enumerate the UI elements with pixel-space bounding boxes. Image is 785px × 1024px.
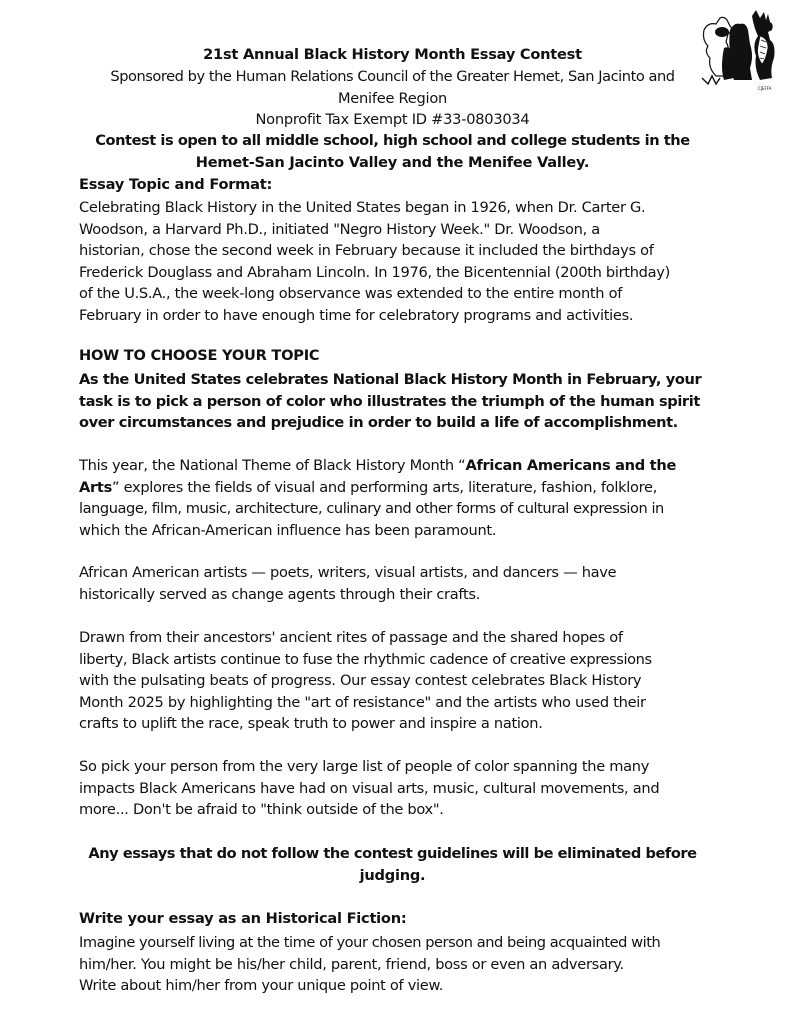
text-line: task is to pick a person of color who illustrates the triumph of the human spirit <box>79 392 700 410</box>
choose-topic-paragraph <box>79 369 719 434</box>
text-line: historian, chose the second week in February because it included the birthdays of <box>79 242 654 260</box>
text-line: of the U.S.A., the week-long observance was extended to the entire month of <box>79 285 623 303</box>
text-line: Month 2025 by highlighting the "art of resistance" and the artists who used their <box>79 693 646 711</box>
text-line: Imagine yourself living at the time of your chosen person and being acquainted with <box>79 934 661 951</box>
text-line: Frederick Douglass and Abraham Lincoln. In 1976, the Bicentennial (200th birthday) <box>79 263 671 281</box>
artists-paragraph <box>79 562 719 605</box>
text-line: with the pulsating beats of progress. Our essay contest celebrates Black History <box>79 672 642 690</box>
text-line: more... Don't be afraid to "think outside of the box". <box>79 801 444 819</box>
eligibility-line-1: Contest is open to all middle school, high school and college students in the <box>95 132 690 149</box>
sponsor-line-2: Menifee Region <box>337 90 448 107</box>
sponsor-line-1: Sponsored by the Human Relations Council of the Greater Hemet, San Jacinto and <box>110 68 675 85</box>
text-line: Drawn from their ancestors' ancient rites of passage and the shared hopes of <box>79 629 623 646</box>
warning-line-1: Any essays that do not follow the contest guidelines will be eliminated before <box>88 845 697 862</box>
ancestors-paragraph <box>79 627 719 735</box>
text-line: over circumstances and prejudice in order to build a life of accomplishment. <box>79 414 678 432</box>
text-line: which the African-American influence has been paramount. <box>79 521 497 539</box>
text-line: language, film, music, architecture, culinary and other forms of cultural expression in <box>79 500 664 518</box>
theme-description: ” explores the fields of visual and performing arts, literature, fashion, folklore, <box>111 478 658 496</box>
text-line: Celebrating Black History in the United States began in 1926, when Dr. Carter G. <box>79 199 646 216</box>
text-line: crafts to uplift the race, speak truth to power and inspire a nation. <box>79 715 543 733</box>
text-line: Write about him/her from your unique point of view. <box>79 977 444 995</box>
text-line: As the United States celebrates National Black History Month in February, your <box>79 371 702 388</box>
contest-title: 21st Annual Black History Month Essay Contest <box>203 46 582 63</box>
svg-text:CJEFFA: CJEFFA <box>758 86 772 91</box>
text-line: impacts Black Americans have had on visual arts, music, cultural movements, and <box>79 779 660 797</box>
choose-topic-heading: HOW TO CHOOSE YOUR TOPIC <box>79 347 320 364</box>
text-line: historically served as change agents through their crafts. <box>79 585 481 603</box>
text-line: liberty, Black artists continue to fuse the rhythmic cadence of creative expressions <box>79 650 652 668</box>
pick-paragraph <box>79 756 719 821</box>
theme-prefix: This year, the National Theme of Black History Month “ <box>79 457 466 474</box>
text-line: Woodson, a Harvard Ph.D., initiated "Negro History Week." Dr. Woodson, a <box>79 220 600 238</box>
eligibility-line-2: Hemet-San Jacinto Valley and the Menifee Valley. <box>195 154 590 171</box>
historical-fiction-heading: Write your essay as an Historical Fiction: <box>79 910 407 927</box>
historical-fiction-paragraph <box>79 932 719 997</box>
warning-line-2: judging. <box>359 867 426 884</box>
text-line: February in order to have enough time for celebratory programs and activities. <box>79 306 634 324</box>
tax-id: Nonprofit Tax Exempt ID #33-0803034 <box>255 111 530 128</box>
text-line: him/her. You might be his/her child, parent, friend, boss or even an adversary. <box>79 955 624 973</box>
theme-title-part-1: African Americans and the <box>465 457 677 474</box>
theme-title-part-2: Arts <box>79 478 112 496</box>
theme-paragraph <box>79 455 719 541</box>
text-line <box>79 455 719 477</box>
text-line: African American artists — poets, writers, visual artists, and dancers — have <box>79 564 617 581</box>
essay-topic-paragraph <box>79 197 719 327</box>
text-line <box>79 477 719 499</box>
essay-topic-heading: Essay Topic and Format: <box>79 176 273 193</box>
text-line: So pick your person from the very large list of people of color spanning the many <box>79 758 650 775</box>
